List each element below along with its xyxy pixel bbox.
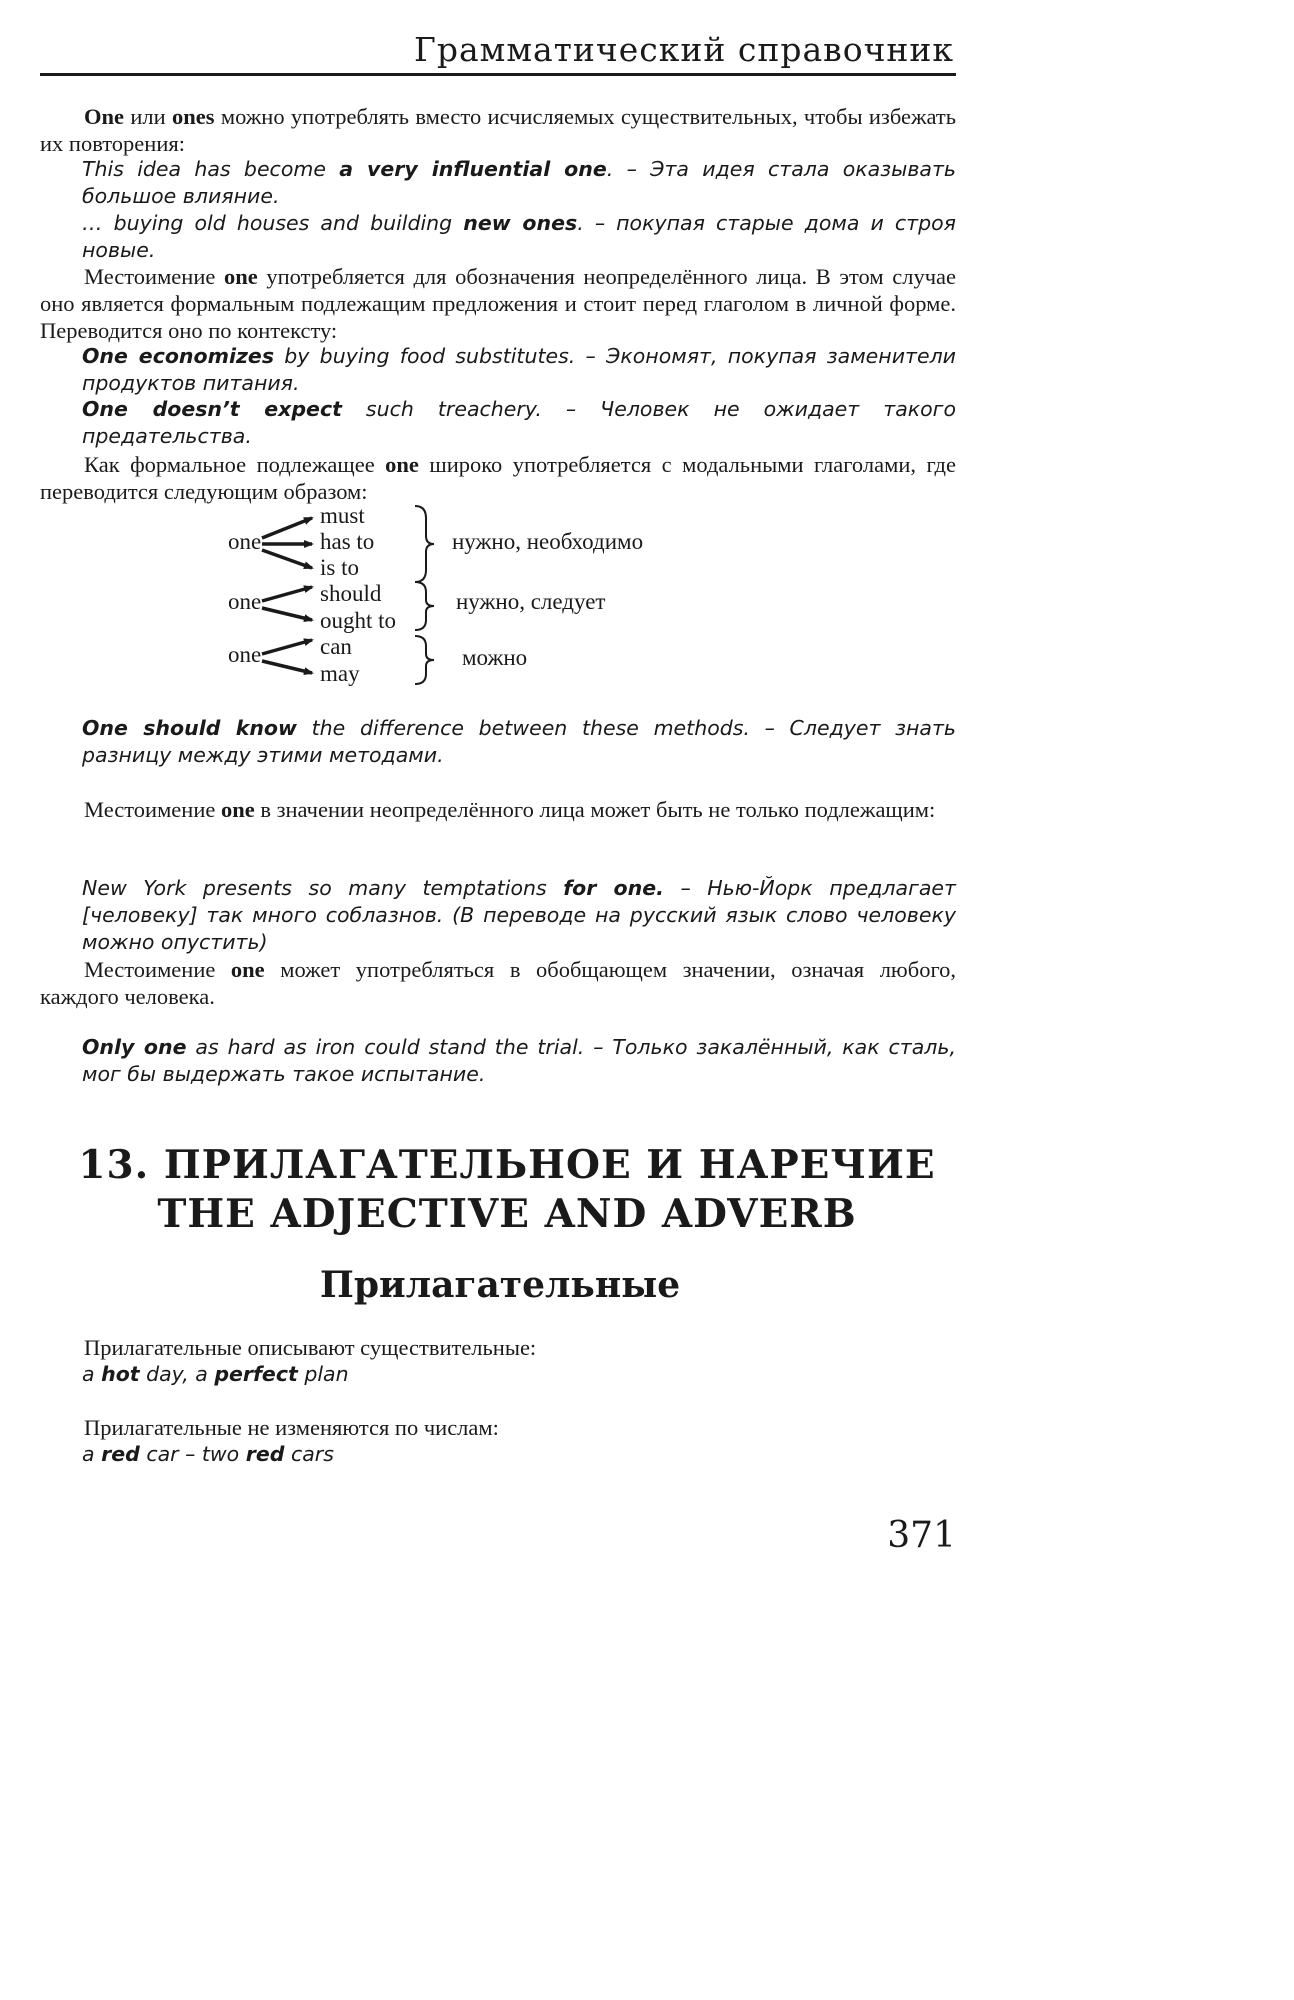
diagram-translation: нужно, следует <box>456 589 606 614</box>
brace-icon <box>415 582 434 630</box>
example-should-know: One should know the difference between these methods. – Следует знать разницу между этими методами. <box>82 716 957 767</box>
diagram-subject: one <box>228 642 262 667</box>
diagram-translation: нужно, необходимо <box>452 529 644 554</box>
arrow-icon <box>262 640 312 654</box>
example-influential-one: This idea has become a very influential one. – Эта идея стала оказывать большое влияние. <box>82 157 956 208</box>
brace-icon <box>415 506 434 582</box>
paragraph-not-only-subject: Местоимение one в значении неопределённого лица может быть не только подлежащим: <box>84 797 936 822</box>
paragraph-adjectives-describe: Прилагательные описывают существительные: <box>84 1335 537 1360</box>
running-header: Грамматический справочник <box>414 30 954 69</box>
paragraph-generalizing: Местоимение one может употребляться в обобщающем значении, означая любого, каждого человека. <box>40 957 956 1009</box>
brace-icon <box>415 636 434 684</box>
arrow-icon <box>262 608 312 620</box>
example-only-one: Only one as hard as iron could stand the trial. – Только закалённый, как сталь, мог бы выдержать такое испытание. <box>82 1035 956 1086</box>
example-doesnt-expect: One doesn’t expect such treachery. – Человек не ожидает такого предательства. <box>82 397 956 448</box>
diagram-translation: можно <box>462 645 528 670</box>
chapter-title-en: THE ADJECTIVE AND ADVERB <box>157 1191 857 1237</box>
chapter-title-ru: 13. ПРИЛАГАТЕЛЬНОЕ И НАРЕЧИЕ <box>78 1142 936 1188</box>
diagram-verb: should <box>320 581 382 606</box>
diagram-verb: can <box>320 634 352 659</box>
modal-verbs-diagram <box>220 500 780 700</box>
diagram-verb: must <box>320 503 365 528</box>
example-red-car: a red car – two red cars <box>82 1442 334 1466</box>
example-hot-day: a hot day, a perfect plan <box>82 1362 349 1386</box>
paragraph-adjectives-number: Прилагательные не изменяются по числам: <box>84 1415 499 1440</box>
diagram-verb: ought to <box>320 608 397 633</box>
example-new-york: New York presents so many temptations for one. – Нью-Йорк предлагает [человеку] так много соблазнов. (В переводе на русский язык слово человеку можно опустить) <box>82 876 956 954</box>
diagram-verb: may <box>320 661 360 686</box>
arrow-icon <box>262 661 312 673</box>
diagram-subject: one <box>228 589 262 614</box>
arrow-icon <box>262 550 312 568</box>
paragraph-modal-verbs: Как формальное подлежащее one широко употребляется с модальными глаголами, где переводится следующим образом: <box>40 452 956 504</box>
diagram-verb: has to <box>320 529 375 554</box>
header-rule <box>40 73 956 76</box>
paragraph-one-ones: One или ones можно употреблять вместо исчисляемых существительных, чтобы избежать их повторения: <box>40 104 956 156</box>
page-number: 371 <box>887 1515 956 1556</box>
paragraph-indefinite-one: Местоимение one употребляется для обозначения неопределённого лица. В этом случае оно является формальным подлежащим предложения и стоит перед глаголом в личной форме. Переводится оно по контексту: <box>40 264 956 343</box>
arrow-icon <box>262 587 312 601</box>
diagram-verb: is to <box>320 555 359 580</box>
section-title: Прилагательные <box>319 1264 681 1306</box>
diagram-subject: one <box>228 529 262 554</box>
example-new-ones: … buying old houses and building new ones. – покупая старые дома и строя новые. <box>82 211 957 262</box>
example-economizes: One economizes by buying food substitutes. – Экономят, покупая заменители продуктов питания. <box>82 344 956 395</box>
arrow-icon <box>262 518 312 538</box>
